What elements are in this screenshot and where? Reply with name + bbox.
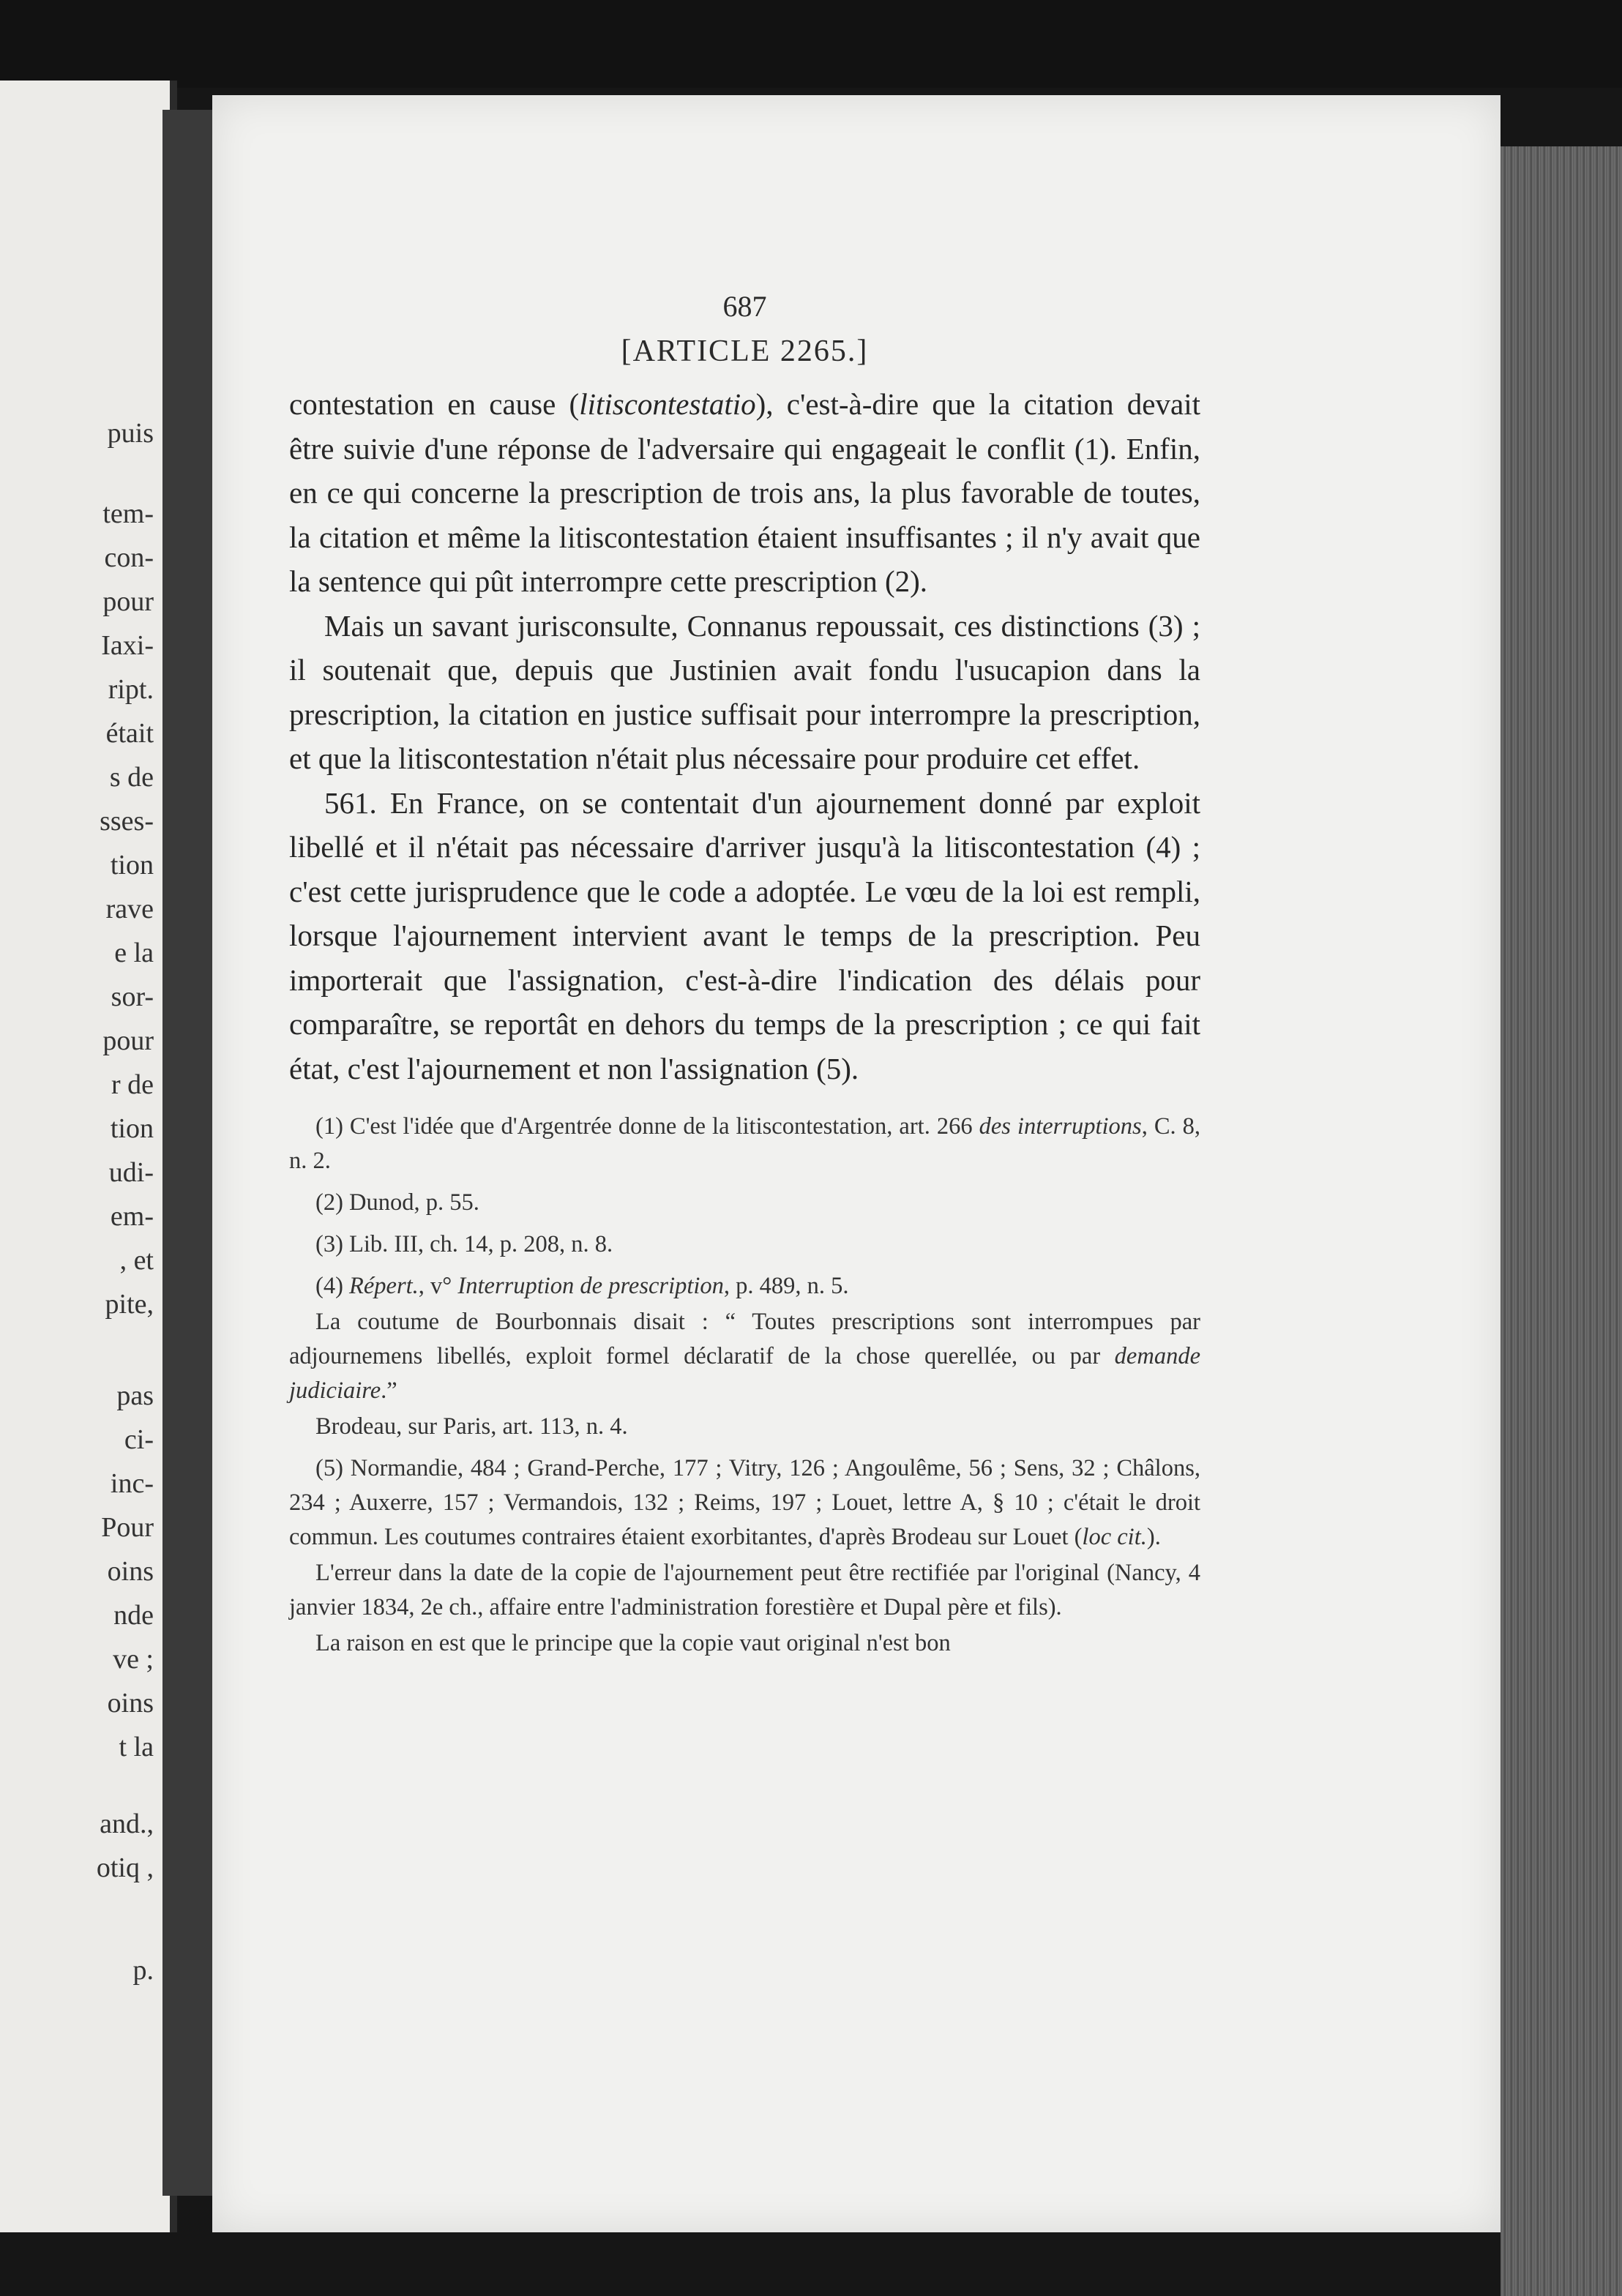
left-page-text: inc- (110, 1468, 154, 1499)
left-page-text: Pour (101, 1512, 154, 1543)
left-page-text: pas (116, 1380, 154, 1411)
paragraph: contestation en cause (litiscontestatio), c'est-à-dire que la citation devait être suivie d'une réponse de l'adversaire qui engageait le conflit (1). Enfin, en ce qui concerne la prescription de trois ans, la plus favorable de toutes, la citation et même la litiscontestation étaient insuffisantes ; il n'y avait que la sentence qui pût interrompre cette prescription (2). (289, 387, 1200, 598)
left-page-text: oins (107, 1688, 154, 1719)
paragraph-561: 561. En France, on se contentait d'un ajournement donné par exploit libellé et il n'était pas nécessaire d'arriver jusqu'à la litiscontestation (4) ; c'est cette jurisprudence que le code a adoptée. Le vœu de la loi est rempli, lorsque l'ajournement intervient avant le temps de la prescription. Peu importerait que l'assignation, c'est-à-dire l'indication des délais pour comparaître, se reportât en dehors du temps de la prescription ; ce qui fait état, c'est l'ajournement et non l'assignation (5). (289, 785, 1200, 1085)
footnotes (289, 1110, 1200, 1661)
body-text (289, 382, 1200, 1091)
left-page-fragment (0, 81, 177, 2232)
footnote-4: (4) Répert., v° Interruption de prescription, p. 489, n. 5. (315, 1273, 849, 1299)
left-page-text: oins (107, 1556, 154, 1587)
left-page-text: pour (102, 1025, 154, 1056)
left-page-text: ript. (108, 674, 154, 705)
left-page-text: r de (111, 1069, 154, 1100)
left-page-text: sor- (111, 981, 154, 1012)
left-page-text: , et (119, 1245, 154, 1276)
footnote-5-continued: La raison en est que le principe que la copie vaut original n'est bon (315, 1630, 951, 1656)
page-edges (1500, 146, 1622, 2296)
footnote-2: (2) Dunod, p. 55. (315, 1189, 479, 1216)
left-page-text: em- (110, 1201, 154, 1232)
left-page-text: pite, (105, 1289, 154, 1320)
left-page-text: était (105, 718, 154, 749)
book-gutter (162, 110, 214, 2196)
left-page-text: pour (102, 586, 154, 617)
left-page-text: rave (105, 894, 154, 924)
left-page-text: Iaxi- (101, 630, 154, 661)
left-page-text: and., (100, 1809, 154, 1839)
page-text-block (289, 289, 1200, 1662)
paragraph: Mais un savant jurisconsulte, Connanus repoussait, ces distinctions (3) ; il soutenait que, depuis que Justinien avait fondu l'usucapion dans la prescription, la citation en justice suffisait pour interrompre la prescription, et que la litiscontestation n'était plus nécessaire pour produire cet effet. (289, 608, 1200, 775)
left-page-text: puis (107, 418, 154, 449)
left-page-text: tion (110, 850, 154, 880)
left-page-text: ve ; (113, 1644, 154, 1675)
footnote-4-source: Brodeau, sur Paris, art. 113, n. 4. (315, 1413, 628, 1440)
left-page-text: udi- (108, 1157, 154, 1188)
footnote-3: (3) Lib. III, ch. 14, p. 208, n. 8. (315, 1231, 613, 1257)
footnote-4-quote: La coutume de Bourbonnais disait : “ Toutes prescriptions sont interrompues par adjournemens libellés, exploit formel déclaratif de la chose querellée, ou par demande judiciaire.” (289, 1309, 1200, 1404)
page-number: 687 (722, 290, 767, 323)
film-edge (0, 0, 1622, 88)
running-head: [ARTICLE 2265.] (621, 334, 869, 368)
left-page-text: nde (113, 1600, 154, 1631)
left-page-text: ci- (124, 1424, 154, 1455)
left-page-text: t la (119, 1732, 154, 1762)
left-page-text: sses- (100, 806, 154, 837)
footnote-1: (1) C'est l'idée que d'Argentrée donne de la litiscontestation, art. 266 des interruptions, C. 8, n. 2. (289, 1113, 1200, 1174)
left-page-text: s de (109, 762, 154, 793)
left-page-text: otiq , (96, 1852, 154, 1883)
left-page-text: tem- (102, 498, 154, 529)
footnote-5-continued: L'erreur dans la date de la copie de l'ajournement peut être rectifiée par l'original (Nancy, 4 janvier 1834, 2e ch., affaire entre l'administration forestière et Dupal père et fils). (289, 1560, 1200, 1620)
left-page-text: e la (114, 938, 154, 968)
footnote-5: (5) Normandie, 484 ; Grand-Perche, 177 ; Vitry, 126 ; Angoulême, 56 ; Sens, 32 ; Châlons, 234 ; Auxerre, 157 ; Vermandois, 132 ; Reims, 197 ; Louet, lettre A, § 10 ; c'était le droit commun. Les coutumes contraires étaient exorbitantes, d'après Brodeau sur Louet (loc cit.). (289, 1455, 1200, 1550)
left-page-text: p. (132, 1955, 154, 1986)
left-page-text: con- (104, 542, 154, 573)
left-page-text: tion (110, 1113, 154, 1144)
